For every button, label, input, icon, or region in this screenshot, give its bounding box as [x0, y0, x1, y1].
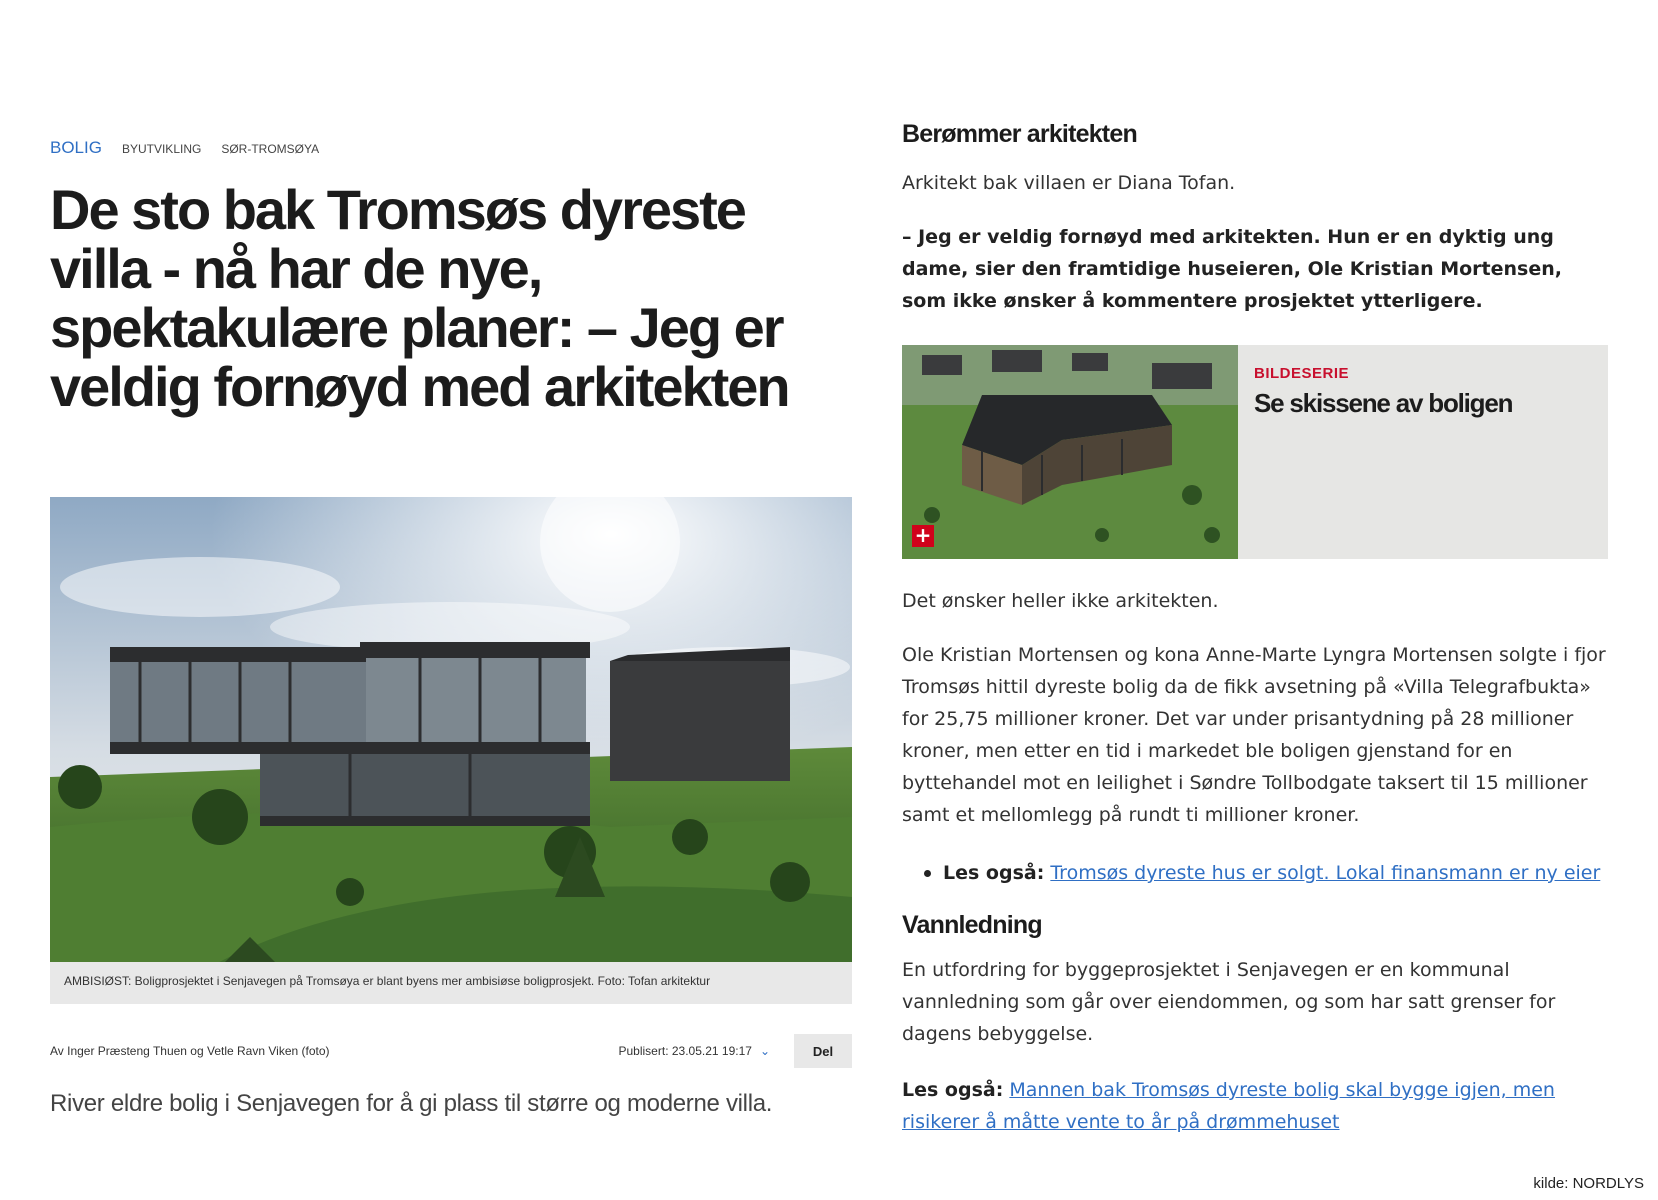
- read-also-link-2[interactable]: Mannen bak Tromsøs dyreste bolig skal bygge igjen, men risikerer å måtte vente to år på drømmehuset: [902, 1079, 1555, 1133]
- tag-sor-tromsoya[interactable]: SØR-TROMSØYA: [221, 142, 320, 156]
- plus-badge-icon: +: [912, 525, 934, 547]
- article-lead: River eldre bolig i Senjavegen for å gi plass til større og moderne villa.: [50, 1090, 773, 1117]
- read-also-label: Les også:: [943, 862, 1045, 884]
- paragraph-architect: Arkitekt bak villaen er Diana Tofan.: [902, 172, 1236, 194]
- paragraph-vannledning: En utfordring for byggeprosjektet i Senjavegen er en kommunal vannledning som går over eiendommen, og som har satt grenser for dagens bebyggelse.: [902, 959, 1556, 1045]
- chevron-down-icon: ⌄: [759, 1044, 770, 1058]
- bullet-icon: [924, 870, 931, 877]
- tag-bolig[interactable]: BOLIG: [50, 138, 102, 157]
- read-also-item: [924, 857, 1612, 889]
- published-date: Publisert: 23.05.21 19:17: [618, 1044, 752, 1058]
- read-also-block-2: [902, 1074, 1612, 1138]
- paragraph-villa-telegrafbukta: Ole Kristian Mortensen og kona Anne-Marte Lyngra Mortensen solgte i fjor Tromsøs hittil dyreste bolig da de fikk avsetning på «Villa Telegrafbukta» for 25,75 millioner kroner. Det var under prisantydning på 28 millioner kroner, men etter en tid i markedet ble boligen gjenstand for en byttehandel mot en leilighet i Søndre Tollbodgate taksert til 15 millioner samt et mellomlegg på rundt ti millioner kroner.: [902, 644, 1606, 826]
- paragraph-quote: – Jeg er veldig fornøyd med arkitekten. Hun er en dyktig ung dame, sier den framtidige huseieren, Ole Kristian Mortensen, som ikke ønsker å kommentere prosjektet ytterligere.: [902, 226, 1562, 312]
- byline-authors: Av Inger Præsteng Thuen og Vetle Ravn Viken (foto): [50, 1044, 330, 1058]
- read-also-label-2: Les også:: [902, 1079, 1004, 1101]
- published-toggle[interactable]: [619, 1044, 771, 1058]
- byline-bar: [50, 1034, 852, 1068]
- paragraph-arkitekten: Det ønsker heller ikke arkitekten.: [902, 590, 1219, 612]
- read-also-link-1[interactable]: Tromsøs dyreste hus er solgt. Lokal finansmann er ny eier: [1050, 862, 1601, 884]
- image-caption: AMBISIØST: Boligprosjektet i Senjavegen på Tromsøya er blant byens mer ambisiøse boligprosjekt. Foto: Tofan arkitektur: [50, 962, 852, 1004]
- section-heading-beroemmer: Berømmer arkitekten: [902, 120, 1137, 148]
- gallery-teaser[interactable]: [902, 345, 1608, 559]
- section-heading-vannledning: Vannledning: [902, 911, 1042, 939]
- tag-byutvikling[interactable]: BYUTVIKLING: [121, 142, 202, 156]
- villa-render-image[interactable]: [50, 497, 852, 962]
- villa-aerial-thumbnail[interactable]: [902, 345, 1238, 559]
- source-credit: kilde: NORDLYS: [1533, 1175, 1644, 1192]
- teaser-text: [1238, 345, 1528, 559]
- teaser-title[interactable]: Se skissene av boligen: [1254, 388, 1513, 418]
- share-button[interactable]: Del: [794, 1034, 852, 1068]
- article-body-column: [902, 120, 1612, 1138]
- teaser-kicker: BILDESERIE: [1254, 365, 1350, 382]
- article-headline: De sto bak Tromsøs dyreste villa - nå har de nye, spektakulære planer: – Jeg er veldig fornøyd med arkitekten: [50, 178, 789, 418]
- article-left-column: [50, 138, 850, 1117]
- tag-list: [50, 138, 850, 166]
